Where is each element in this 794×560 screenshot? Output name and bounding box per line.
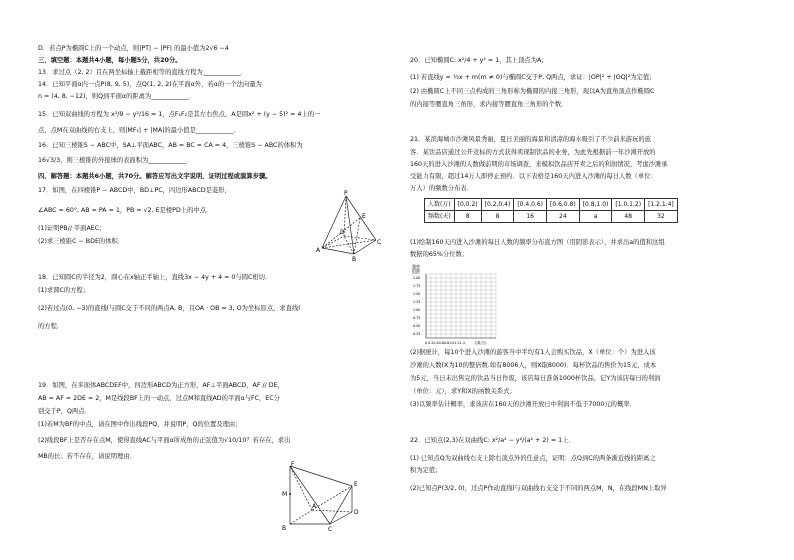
table-cell: 24: [547, 211, 580, 223]
q17-line2: ∠ABC = 60°, AB = PA = 1，PB = √2, E是棱PD上的中点．: [38, 207, 213, 214]
q19-line3: 别交于P，Q两点．: [38, 408, 91, 415]
fig17-label-b: B: [352, 256, 357, 262]
q21-part2-line2: 沙滩的人数(X为10的整倍数.如有8006人，则X取8000)．每杯饮品的售价为15元，成本: [410, 362, 657, 369]
hist-y-tick: 1.50: [413, 292, 421, 296]
q19-part2: (2)线段BF上是否存在点M，使得直线AC与平面α所成角的正弦值为√10/10？若存在，求出: [38, 437, 291, 444]
q18-part2: (2)若过点(0, −3)的直线l与圆C交于不同的两点A, B，且OA · OB = 3, O为坐标原点，求直线l: [38, 305, 301, 312]
fig17-label-d: D: [340, 229, 345, 236]
q16-line2: 16√3/3，则三棱锥的外接球的表面积为____________．: [38, 157, 193, 164]
hist-y-title: 频率: [412, 264, 420, 269]
q20-part1: (1) 若直线y = ½x + m(m ≠ 0)与椭圆C交于P, Q两点，求证：|OP|² + |OQ|²为定值；: [410, 74, 656, 81]
q18-part2-cont: 的方程．: [38, 323, 64, 330]
option-d: D．若点P为椭圆C上的一个动点，则|PT| − |PF| 的最小值为2√6 −4: [38, 45, 229, 52]
q21-part2-line4: （单位：元），求Y和X的函数关系式；: [410, 388, 516, 395]
q22-part1-cont: 积为定值；: [410, 467, 442, 474]
fig19-label-a: A: [312, 503, 317, 510]
figure-17-pyramid: [310, 190, 386, 262]
q21-part1-cont: 数据的65%分位数；: [410, 251, 469, 258]
q14-line2: n = (4, 8, −12)，则Q到平面α的距离为____________．: [38, 93, 196, 100]
table-cell: 8: [454, 211, 481, 223]
fig19-label-d: D: [354, 509, 359, 516]
table-cell: 人数(万): [425, 199, 455, 211]
table-cell: [0.4,0.6): [514, 199, 547, 211]
right-column: [410, 0, 766, 560]
fig19-label-f: F: [291, 461, 295, 468]
q21-line4: 受能力有限，超过14万人即停止预约．以下表格是160天内进入沙滩的每日人数（单位：: [410, 173, 657, 180]
table-cell: 16: [514, 211, 547, 223]
hist-x-title: 人数(万): [474, 341, 487, 345]
fig19-label-m: M: [282, 491, 288, 498]
left-column: [38, 0, 386, 560]
table-row: [425, 211, 678, 223]
q21-part3: (3)以频率估计概率，求该店在160天的沙滩开放日中利润不低于7000元的概率．: [410, 401, 636, 408]
q19-part1: (1)若M为BF的中点，请在图中作出线段PQ，并说明P，Q的位置及理由；: [38, 421, 242, 428]
table-cell: a: [579, 211, 612, 223]
table-header-row: [425, 199, 678, 211]
q19-line2: AB = AF = 2DE = 2，M是线段BF上的一动点，过点M和直线AD的平面α与FC，EC分: [38, 395, 280, 402]
section-3-heading: 三、填空题：本题共4小题，每小题5分，共20分。: [38, 57, 182, 64]
fig19-label-e: E: [354, 481, 358, 488]
q15-line2: 点，点M在双曲线的右支上，则|MF₁| + |MA|的最小值是____________．: [38, 127, 240, 134]
q17-part1: (1)证明PB// 平面AEC；: [38, 225, 106, 232]
q21-part1: (1)绘制160天内进入沙滩的每日人数的频率分布直方图（用阴影表示），并求出a的值和这组: [410, 239, 665, 246]
table-cell: 频数(天): [425, 211, 455, 223]
q18-line1: 18．已知圆C的半径为2，圆心在x轴正半轴上，直线3x − 4y + 4 = 0与圆C相切．: [38, 274, 272, 281]
hist-y-tick: 0.25: [413, 332, 421, 336]
q14-line1: 14．已知平面α内一点P(8, 9, 5)，点Q(1, 2, 2)在平面α外，若α的一个法向量为: [38, 81, 262, 88]
fig17-label-e: E: [362, 213, 366, 220]
q13: 13．求过点（2, 2）且在两坐标轴上截距相等的直线方程为____________．: [38, 69, 247, 76]
table-cell: 8: [481, 211, 514, 223]
hist-x-ticks: 0 0.20.40.60.81.01.21.4: [425, 341, 465, 345]
q22-line1: 22．已知点(2,3)在双曲线C: x²/a² − y²/(a² + 2) = 1上．: [410, 437, 575, 444]
table-cell: [1.2,1.4]: [645, 199, 678, 211]
hist-y-tick: 0.75: [413, 316, 421, 320]
figure-19-polyhedron: [278, 460, 362, 532]
hist-y-tick: 2.00: [413, 276, 421, 280]
frequency-table: [424, 198, 678, 223]
section-4-heading: 四、解答题：本题共6小题，共70分。解答应写出文字说明、证明过程或演算步骤。: [38, 173, 272, 180]
hist-y-sub: 组距: [412, 269, 420, 274]
q15-line1: 15．已知双曲线的方程为 x²/9 − y²/16 = 1，点F₁F₂是其左右焦点，A是圆x² + (y − 5)² = 4上的一: [38, 111, 321, 118]
q21-line3: 160天的进入沙滩的人数做前期的市场调查，来模拟饮品店开卖之后的利润情况，考虑沙滩承: [410, 161, 668, 168]
q21-part2-line1: (2)据统计，每10个进入沙滩的游客当中平均有1人会购买饮品，X（单位：个）为进入该: [410, 349, 656, 356]
table-cell: [0.8,1.0): [579, 199, 612, 211]
table-cell: [1.0,1.2): [612, 199, 645, 211]
table-cell: [0.2,0.4): [481, 199, 514, 211]
q20-part2: (2) 由椭圆C上不同三点构成的三角形称为椭圆的内接三角形，现以A为直角顶点作椭圆C: [410, 88, 655, 95]
q19-part2-cont: MB的长；若不存在，请说明理由．: [38, 453, 136, 460]
q21-line1: 21．某滨海城市沙滩风景秀丽，夏日美丽的海景和清凉的海水吸引了不少前来游玩的旅: [410, 136, 651, 143]
q19-line1: 19．如图，在多面体ABCDEF中，四边形ABCD为正方形，AF⊥平面ABCD，AF // DE，: [38, 382, 284, 389]
q21-part2-line3: 为5元，当日未出售完的饮品当日作废，该店每日准备1000杯饮品，记Y为该店每日的利润: [410, 375, 661, 382]
table-cell: 48: [612, 211, 645, 223]
fig19-label-b: B: [282, 525, 287, 532]
q21-line2: 客．某饮品店通过公开竞标的方式获得卖现制饮品的业务，为此先根据前一年沙滩开放的: [410, 149, 656, 156]
table-cell: 32: [645, 211, 678, 223]
q21-line5: 万人）的频数分布表．: [410, 185, 473, 192]
hist-y-tick: 1.00: [413, 308, 421, 312]
q17-part2: (2)求三棱锥C − BDE的体积．: [38, 238, 125, 245]
fig17-label-a: A: [316, 247, 321, 254]
q17-line1: 17．如图，在四棱锥P − ABCD中，BD⊥PC，四边形ABCD是菱形，: [38, 187, 231, 194]
fig17-label-c: C: [377, 239, 382, 246]
table-cell: [0.6,0.8): [547, 199, 580, 211]
fig17-label-p: P: [344, 190, 348, 197]
q20-line1: 20．已知椭圆C: x²/4 + y² = 1，其上顶点为A；: [410, 57, 548, 64]
fig19-label-c: C: [328, 526, 333, 532]
hist-y-tick: 0.50: [413, 324, 421, 328]
q22-part2: (2)已知点P(3/2, 0)，过点P作动直线l与双曲线右支交于不同的两点M，N，在线段MN上取异: [410, 485, 667, 492]
hist-y-tick: 1.25: [413, 300, 421, 304]
histogram-grid: [410, 262, 500, 346]
q22-part1: (1) 已知点Q为双曲线右支上除右顶点外的任意点，证明：点Q到C的两条渐近线的距离之: [410, 455, 656, 462]
hist-y-tick: 1.75: [413, 284, 421, 288]
q20-part2-cont: 的内接等腰直角三角形，求内接等腰直角三角形的个数．: [410, 101, 568, 108]
q18-part1: (1)求圆C的方程；: [38, 287, 90, 294]
q16-line1: 16．已知三棱锥S − ABC中，SA⊥平面ABC，AB = BC = CA = 4，三棱锥S − ABC的体积为: [38, 142, 303, 149]
table-cell: [0,0.2): [454, 199, 481, 211]
